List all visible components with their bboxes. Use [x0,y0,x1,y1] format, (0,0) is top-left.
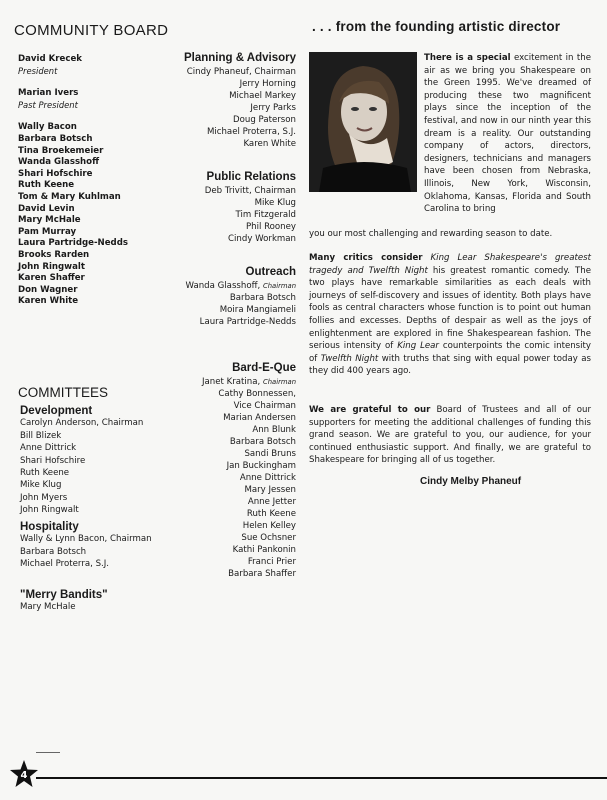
outreach-chair [168,280,296,292]
committee-member: John Ringwalt [20,505,79,516]
portrait-illustration [309,52,417,192]
board-member: David Levin [18,203,75,214]
bard-e-que-chair [168,376,296,388]
p2-b: Twelfth Night [368,265,428,276]
development-members [20,417,180,516]
board-member: Karen Shaffer [18,273,85,284]
merry-bandits-members [20,601,180,613]
p2-c: his greatest romantic comedy. The two plays have remarkable similarities as each deals with journeys of self-discovery and issues of identity. Both plays have fools as central characters whose function is to point out human follies and excesses. Depths of despair as well as the joys of enlightenment are explored in fine Shakespearean fashion. The serious intensity of [309,265,591,352]
committee-member: Anne Dittrick [20,443,77,454]
bard-e-que-committee [168,360,296,580]
board-members [18,122,178,308]
planning-title: Planning & Advisory [183,52,296,64]
committee-member: Marian Andersen [223,413,296,423]
director-portrait-photo [309,52,417,192]
committee-member: Ruth Keene [20,468,70,479]
bard-e-que-members [168,388,296,580]
director-signature: Cindy Melby Phaneuf [420,476,522,487]
committee-member: Wally & Lynn Bacon, Chairman [20,534,152,545]
planning-members [168,66,296,150]
committee-member: Bill Blizek [20,430,62,441]
board-member: Barbara Botsch [18,133,93,144]
p2-e: counterpoints the comic intensity of [309,341,592,364]
committee-member: Barbara Botsch [20,546,87,557]
board-member: Shari Hofschire [18,168,93,179]
outreach-members [168,292,296,328]
community-board-list [18,54,178,308]
committees-heading: COMMITTEES [18,385,108,400]
board-member: Laura Partridge-Nedds [18,238,128,249]
committee-member: Michael Proterra, S.J. [206,127,296,137]
committee-member: Mary Jessen [244,485,296,495]
committee-member: Anne Dittrick [239,473,296,483]
p2-g: with truths that sing with equal power today as they did 400 years ago. [309,353,591,377]
committee-member: Barbara Botsch [229,437,296,447]
public-relations-committee [168,169,296,245]
public-relations-members [168,185,296,245]
board-member: Wanda Glasshoff [18,157,100,168]
past-president-title: Past President [18,99,78,110]
public-relations-title: Public Relations [206,171,296,183]
committee-member: Mary McHale [20,602,76,613]
committee-member: Michael Proterra, S.J. [20,559,110,570]
committee-member: Sandi Bruns [244,449,296,459]
committee-member: Karen White [243,139,296,149]
committee-member: Moira Mangiameli [219,305,296,315]
p1-tail: you our most challenging and rewarding season to date. [309,229,553,239]
committee-member: Jerry Parks [250,103,296,113]
board-member: Wally Bacon [18,122,77,133]
committee-member: Ruth Keene [246,509,296,519]
committee-member: Mike Klug [254,198,296,208]
committee-member: Sue Ochsner [241,533,296,543]
merry-bandits-committee [20,589,180,614]
committee-member: Phil Rooney [245,222,296,232]
committee-member: Laura Partridge-Nedds [199,317,296,327]
president-title: President [18,65,58,76]
letter-paragraph-2 [309,252,591,378]
committee-member: Kathi Pankonin [232,545,296,555]
board-member: Mary McHale [18,215,81,226]
committee-member: Cathy Bonnessen, [218,389,296,399]
committee-member: Doug Paterson [233,115,296,125]
development-committee [20,405,180,517]
board-member: Don Wagner [18,284,78,295]
board-member: Brooks Rarden [18,249,90,260]
outreach-chair-role: Chairman [263,282,296,290]
board-member: Karen White [18,296,79,307]
committee-member: Shari Hofschire [20,455,86,466]
hospitality-title: Hospitality [20,521,79,533]
p2-lead: Many critics consider [309,253,423,263]
community-board-heading: COMMUNITY BOARD [14,22,169,39]
committee-member: Tim Fitzgerald [235,210,296,220]
outreach-chair-name: Wanda Glasshoff, [185,281,261,291]
hospitality-committee [20,521,180,571]
p1-text: excitement in the air as we bring you Shakespeare on the Green 1995. We've dreamed of producing these two magnificent plays since the inception of the festival, and now in our ninth year this dream is a reality. Our outstanding company of actors, directors, designers, technicians and managers have been chosen from Nebraska, Illinois, New York, Wisconsin, Oklahoma, Kansas, Florida and South Carolina to bring [424,53,592,215]
committee-member: Helen Kelley [242,521,296,531]
committee-member: Ann Blunk [252,425,296,435]
committee-member: Michael Markey [229,91,296,101]
committee-member: Vice Chairman [233,401,296,411]
committee-member: Cindy Phaneuf, Chairman [186,67,296,77]
board-member: Ruth Keene [18,180,75,191]
board-member: John Ringwalt [18,261,85,272]
development-title: Development [20,405,93,417]
footer-rule [36,777,607,779]
committee-member: Jan Buckingham [226,461,296,471]
board-member: Pam Murray [18,226,77,237]
committee-member: Cindy Workman [228,234,296,244]
p3-text: Board of Trustees and all of our supporters for meeting the additional challenges of funding this grand season. We are grateful to you, our audience, for your continued enthusiastic support. And finally, we are grateful to Shakespeare for bringing all of us together. [309,405,591,466]
past-president-name: Marian Ivers [18,88,79,99]
committee-member: Deb Trivitt, Chairman [204,186,296,196]
board-member: Tina Broekemeier [18,145,104,156]
committee-member: Anne Jetter [247,497,296,507]
letter-paragraph-1b [309,228,591,241]
outreach-title: Outreach [245,266,296,278]
committee-member: Mike Klug [20,480,62,491]
letter-paragraph-3 [309,404,591,467]
committee-member: Franci Prier [247,557,296,567]
outreach-committee [168,264,296,328]
committee-member: Barbara Shaffer [228,569,296,579]
p2-f: Twelfth Night [320,353,379,364]
bard-e-que-title: Bard-E-Que [232,362,296,374]
merry-bandits-title: "Merry Bandits" [20,589,108,601]
president-name: David Krecek [18,54,82,64]
footer-short-rule [36,752,60,753]
bard-e-que-chair-name: Janet Kratina, [201,377,261,387]
committee-member: Jerry Horning [239,79,296,89]
p2-d: King Lear [397,341,439,352]
committee-member: John Myers [20,492,68,503]
board-member: Tom & Mary Kuhlman [18,191,121,202]
director-heading: . . . from the founding artistic director [312,19,561,34]
p3-lead: We are grateful to our [309,405,431,415]
committee-member: Carolyn Anderson, Chairman [20,418,144,429]
letter-paragraph-1a [424,52,591,216]
committee-member: Barbara Botsch [229,293,296,303]
p2-a: King Lear Shakespeare's greatest tragedy and [309,253,591,276]
page-number: 4 [20,770,28,781]
planning-committee [168,50,296,150]
p1-lead: There is a special [424,53,511,63]
hospitality-members [20,533,180,570]
bard-e-que-chair-role: Chairman [263,378,296,386]
